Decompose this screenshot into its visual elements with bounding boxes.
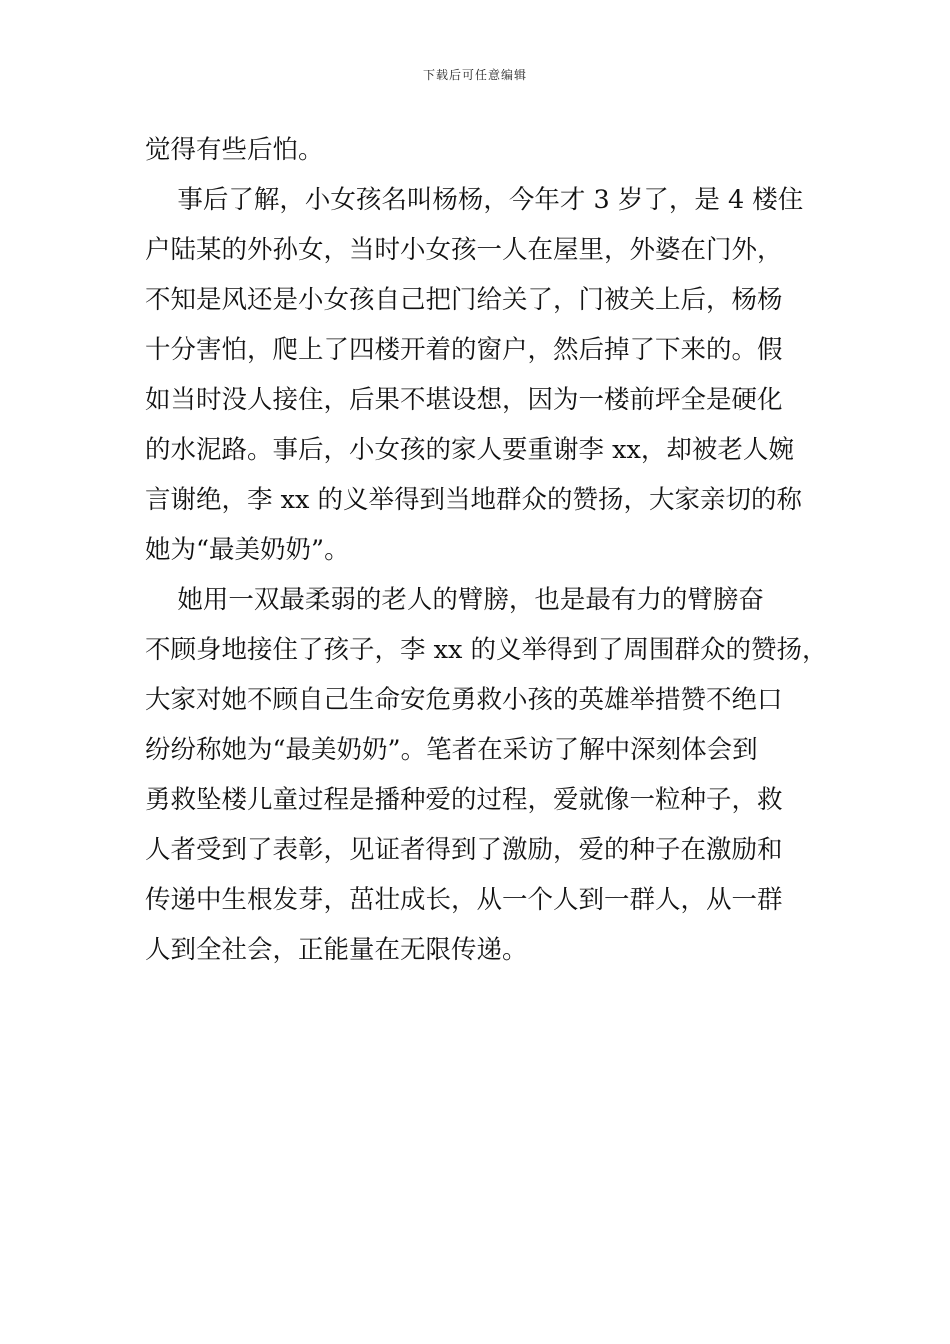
text-line: 十分害怕，爬上了四楼开着的窗户，然后掉了下来的。假 (145, 335, 783, 365)
text-line: 人者受到了表彰，见证者得到了激励，爱的种子在激励和 (145, 835, 783, 865)
text-line: 觉得有些后怕。 (145, 135, 324, 165)
text-line: 大家对她不顾自己生命安危勇救小孩的英雄举措赞不绝口 (145, 685, 783, 715)
text-line: 的水泥路。事后，小女孩的家人要重谢李 xx，却被老人婉 (145, 435, 794, 465)
text-line: 传递中生根发芽，茁壮成长，从一个人到一群人，从一群 (145, 885, 783, 915)
text-line: 人到全社会，正能量在无限传递。 (145, 935, 528, 965)
text-line: 纷纷称她为“最美奶奶”。笔者在采访了解中深刻体会到 (145, 735, 758, 765)
text-line: 户陆某的外孙女，当时小女孩一人在屋里，外婆在门外， (145, 235, 783, 265)
text-line: 言谢绝，李 xx 的义举得到当地群众的赞扬，大家亲切的称 (145, 485, 802, 515)
text-line: 如当时没人接住，后果不堪设想，因为一楼前坪全是硬化 (145, 385, 783, 415)
page-header: 下载后可任意编辑 (422, 68, 527, 82)
text-line: 不知是风还是小女孩自己把门给关了，门被关上后，杨杨 (145, 285, 783, 315)
text-line: 她为“最美奶奶”。 (145, 535, 350, 565)
text-line: 事后了解，小女孩名叫杨杨，今年才 3 岁了，是 4 楼住 (145, 185, 804, 215)
document-body (145, 125, 828, 975)
text-line: 勇救坠楼儿童过程是播种爱的过程，爱就像一粒种子，救 (145, 785, 783, 815)
text-line: 不顾身地接住了孩子，李 xx 的义举得到了周围群众的赞扬， (145, 635, 828, 665)
text-line: 她用一双最柔弱的老人的臂膀，也是最有力的臂膀奋 (145, 585, 764, 615)
